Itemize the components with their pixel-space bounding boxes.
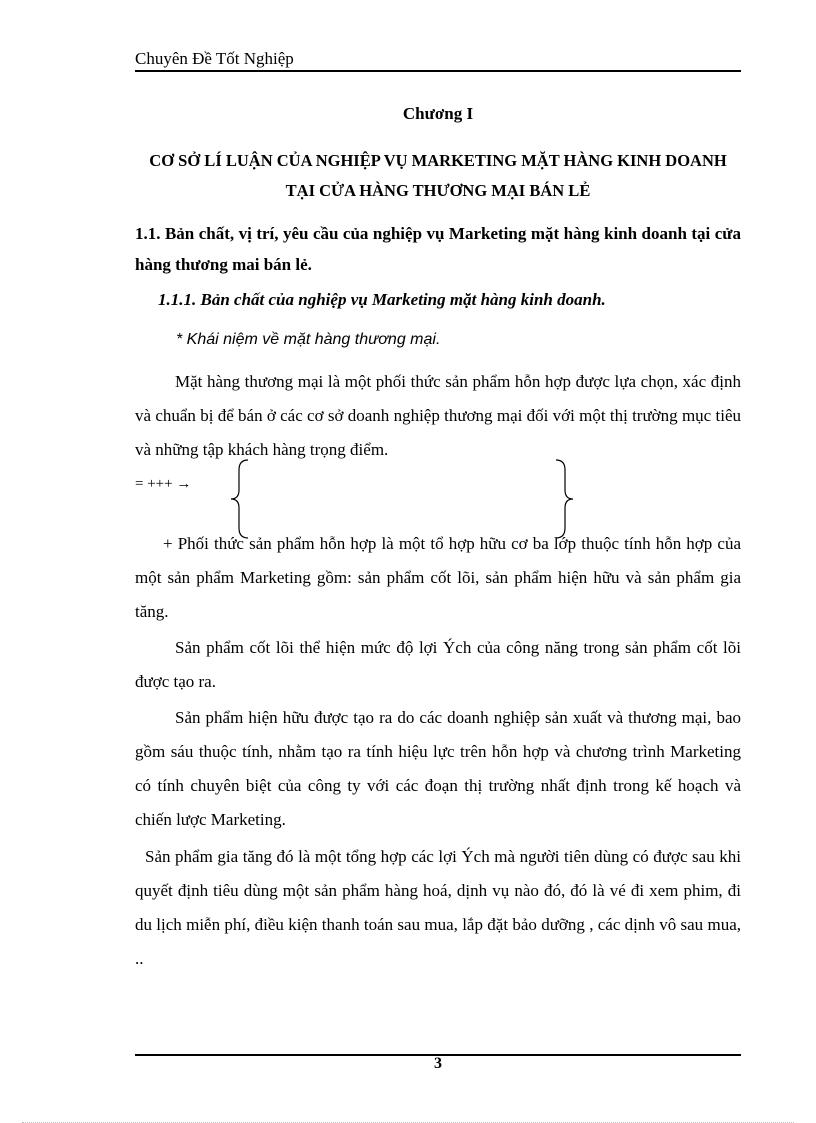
paragraph-4-text: Sản phẩm hiện hữu được tạo ra do các doanh nghiệp sản xuất và thương mại, bao gồm sáu thuộc tính, nhằm tạo ra tính hiệu lực trên hỗn hợp và chương trình Marketing có tính chuyên biệt của công ty với các đoạn thị trường nhất định trong kế hoạch và chiến lược Marketing.	[135, 708, 741, 829]
paragraph-3	[135, 631, 741, 699]
paragraph-1-text: Mặt hàng thương mại là một phối thức sản phẩm hỗn hợp được lựa chọn, xác định và chuẩn bị để bán ở các cơ sở doanh nghiệp thương mại đối với một thị trường mục tiêu và những tập khách hàng trọng điểm.	[135, 372, 741, 459]
page-number: 3	[434, 1055, 442, 1072]
concept-heading: * Khái niệm về mặt hàng thương mại.	[176, 331, 441, 348]
subsection-heading: 1.1.1. Bản chất của nghiệp vụ Marketing mặt hàng kinh doanh.	[158, 290, 606, 309]
paragraph-1	[135, 365, 741, 467]
paragraph-2-text: + Phối thức sản phẩm hỗn hợp là một tổ hợp hữu cơ ba lớp thuộc tính hỗn hợp của một sản phẩm Marketing gồm: sản phẩm cốt lõi, sản phẩm hiện hữu và sản phẩm gia tăng.	[135, 534, 741, 621]
page-header	[135, 48, 741, 72]
chapter-title: CƠ SỞ LÍ LUẬN CỦA NGHIỆP VỤ MARKETING MẶT HÀNG KINH DOANH TẠI CỬA HÀNG THƯƠNG MẠI BÁN LẺ	[149, 151, 727, 200]
chapter-label: Chương I	[402, 104, 474, 123]
paragraph-5	[135, 840, 741, 976]
header-title: Chuyên Đề Tốt Nghiệp	[135, 49, 294, 68]
equation: = +++ →	[135, 476, 192, 492]
paragraph-3-text: Sản phẩm cốt lõi thể hiện mức độ lợi Ých của công năng trong sản phẩm cốt lõi được tạo ra.	[135, 638, 741, 691]
section-heading: 1.1. Bản chất, vị trí, yêu cầu của nghiệp vụ Marketing mặt hàng kinh doanh tại cửa hàng thương mai bán lẻ.	[135, 224, 741, 274]
paragraph-2	[135, 527, 741, 629]
paragraph-4	[135, 701, 741, 837]
paragraph-5-text: Sản phẩm gia tăng đó là một tổng hợp các lợi Ých mà người tiên dùng có được sau khi quyết định tiêu dùng một sản phẩm hàng hoá, dịnh vụ nào đó, đó là vé đi xem phim, đi du lịch miễn phí, điều kiện thanh toán sau mua, lắp đặt bảo dưỡng , các dịnh vô sau mua, ..	[135, 847, 741, 968]
